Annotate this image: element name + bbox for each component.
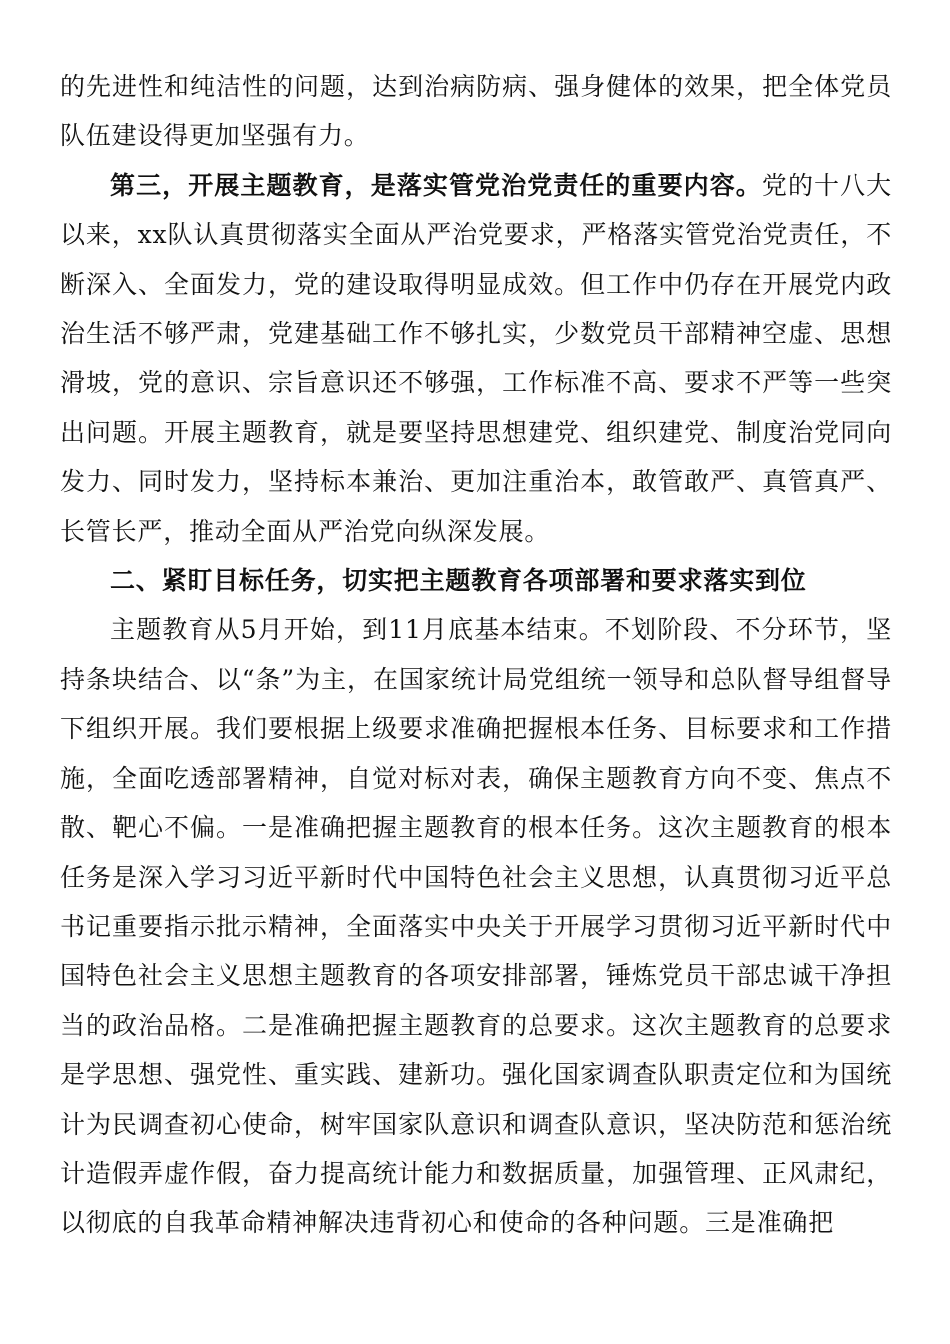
paragraph-lead-bold: 第三，开展主题教育，是落实管党治党责任的重要内容。 xyxy=(110,170,762,200)
paragraph-third-point xyxy=(60,161,892,556)
paragraph-continuation: 的先进性和纯洁性的问题，达到治病防病、强身健体的效果，把全体党员队伍建设得更加坚强有力。 xyxy=(60,72,892,151)
section-paragraph: 主题教育从5月开始，到11月底基本结束。不划阶段、不分环节，坚持条块结合、以“条”为主，在国家统计局党组统一领导和总队督导组督导下组织开展。我们要根据上级要求准确把握根本任务、目标要求和工作措施，全面吃透部署精神，自觉对标对表，确保主题教育方向不变、焦点不散、靶心不偏。一是准确把握主题教育的根本任务。这次主题教育的根本任务是深入学习习近平新时代中国特色社会主义思想，认真贯彻习近平总书记重要指示批示精神，全面落实中央关于开展学习贯彻习近平新时代中国特色社会主义思想主题教育的各项安排部署，锤炼党员干部忠诚干净担当的政治品格。二是准确把握主题教育的总要求。这次主题教育的总要求是学思想、强党性、重实践、建新功。强化国家调查队职责定位和为国统计为民调查初心使命，树牢国家队意识和调查队意识，坚决防范和惩治统计造假弄虚作假，奋力提高统计能力和数据质量，加强管理、正风肃纪，以彻底的自我革命精神解决违背初心和使命的各种问题。三是准确把 xyxy=(60,615,892,1238)
section-heading: 二、紧盯目标任务，切实把主题教育各项部署和要求落实到位 xyxy=(110,566,807,596)
paragraph-body: 党的十八大以来，xx队认真贯彻落实全面从严治党要求，严格落实管党治党责任，不断深入、全面发力，党的建设取得明显成效。但工作中仍存在开展党内政治生活不够严肃，党建基础工作不够扎实，少数党员干部精神空虚、思想滑坡，党的意识、宗旨意识还不够强，工作标准不高、要求不严等一些突出问题。开展主题教育，就是要坚持思想建党、组织建党、制度治党同向发力、同时发力，坚持标本兼治、更加注重治本，敢管敢严、真管真严、长管长严，推动全面从严治党向纵深发展。 xyxy=(60,170,892,546)
document-page xyxy=(60,62,892,1248)
